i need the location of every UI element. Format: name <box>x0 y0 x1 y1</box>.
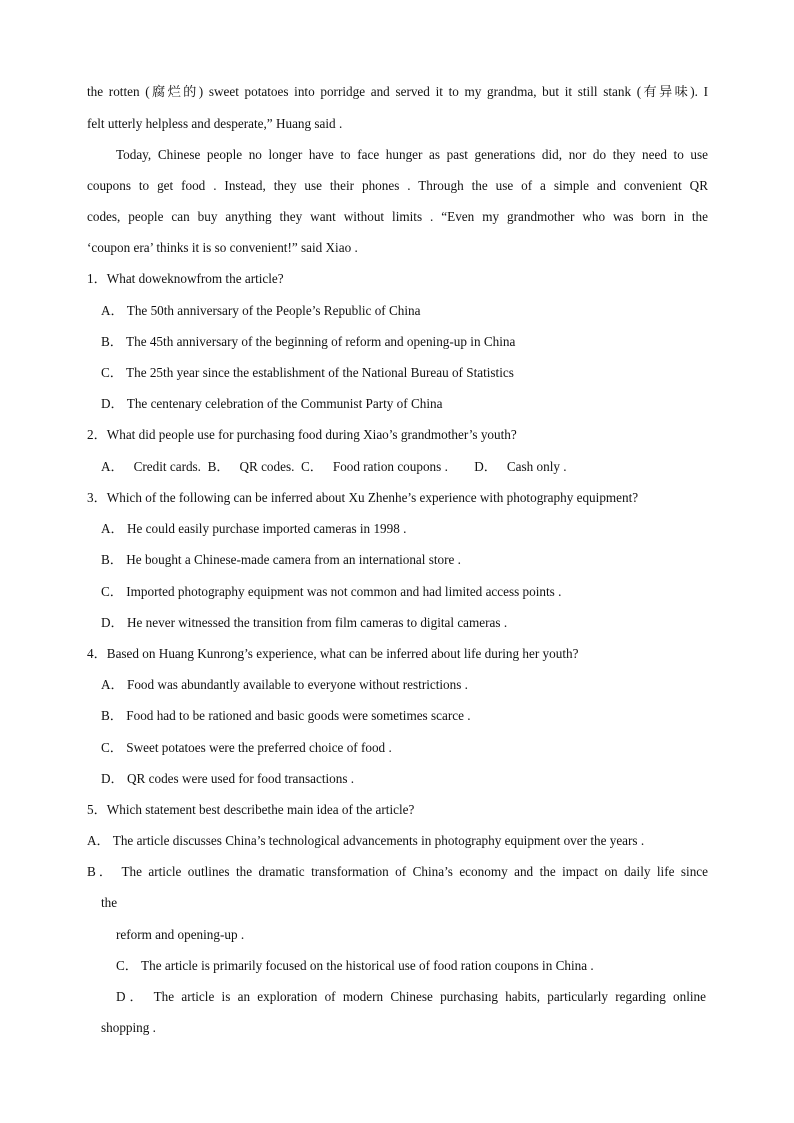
passage-line: codes, people can buy anything they want without limits . “Even my grandmother who was born in the <box>87 209 708 224</box>
passage-line: coupons to get food . Instead, they use their phones . Through the use of a simple and convenient QR <box>87 178 708 193</box>
question-stem: 3．Which of the following can be inferred about Xu Zhenhe’s experience with photography equipment? <box>87 490 639 505</box>
question-stem: 5．Which statement best describethe main idea of the article? <box>87 802 415 817</box>
option-a: A． Food was abundantly available to everyone without restrictions . <box>101 677 468 692</box>
passage-line: Today, Chinese people no longer have to face hunger as past generations did, nor do they need to use <box>116 147 708 162</box>
question-stem: 4．Based on Huang Kunrong’s experience, what can be inferred about life during her youth? <box>87 646 579 661</box>
option-d: D． The article is an exploration of modern Chinese purchasing habits, particularly regarding online <box>116 989 706 1004</box>
options-line: A． Credit cards. B． QR codes. C． Food ration coupons . D． Cash only . <box>101 459 567 474</box>
passage-line: ‘coupon era’ thinks it is so convenient!” said Xiao . <box>87 240 358 255</box>
option-d-continued: shopping . <box>101 1020 156 1035</box>
option-b: B． The 45th anniversary of the beginning of reform and opening-up in China <box>101 334 516 349</box>
passage-line: felt utterly helpless and desperate,” Huang said . <box>87 116 343 131</box>
passage-line: the rotten (腐烂的) sweet potatoes into porridge and served it to my grandma, but it still stank (有异味). I <box>87 84 708 99</box>
option-c: C． The 25th year since the establishment of the National Bureau of Statistics <box>101 365 514 380</box>
option-a: A． He could easily purchase imported cameras in 1998 . <box>101 521 407 536</box>
option-d: D． QR codes were used for food transactions . <box>101 771 355 786</box>
option-b-continued: the <box>101 895 118 910</box>
question-stem: 1．What doweknowfrom the article? <box>87 271 284 286</box>
option-b-continued: reform and opening-up . <box>116 927 245 942</box>
option-c: C． Sweet potatoes were the preferred choice of food . <box>101 740 392 755</box>
option-d: D． The centenary celebration of the Communist Party of China <box>101 396 443 411</box>
option-b: B． The article outlines the dramatic transformation of China’s economy and the impact on daily life since <box>87 864 708 879</box>
option-c: C． The article is primarily focused on the historical use of food ration coupons in China . <box>116 958 594 973</box>
option-b: B． Food had to be rationed and basic goods were sometimes scarce . <box>101 708 471 723</box>
option-b: B． He bought a Chinese-made camera from an international store . <box>101 552 461 567</box>
option-a: A． The 50th anniversary of the People’s Republic of China <box>101 303 421 318</box>
question-stem: 2．What did people use for purchasing food during Xiao’s grandmother’s youth? <box>87 427 517 442</box>
option-c: C． Imported photography equipment was not common and had limited access points . <box>101 584 562 599</box>
option-d: D． He never witnessed the transition from film cameras to digital cameras . <box>101 615 508 630</box>
option-a: A． The article discusses China’s technological advancements in photography equipment over the years . <box>87 833 645 848</box>
